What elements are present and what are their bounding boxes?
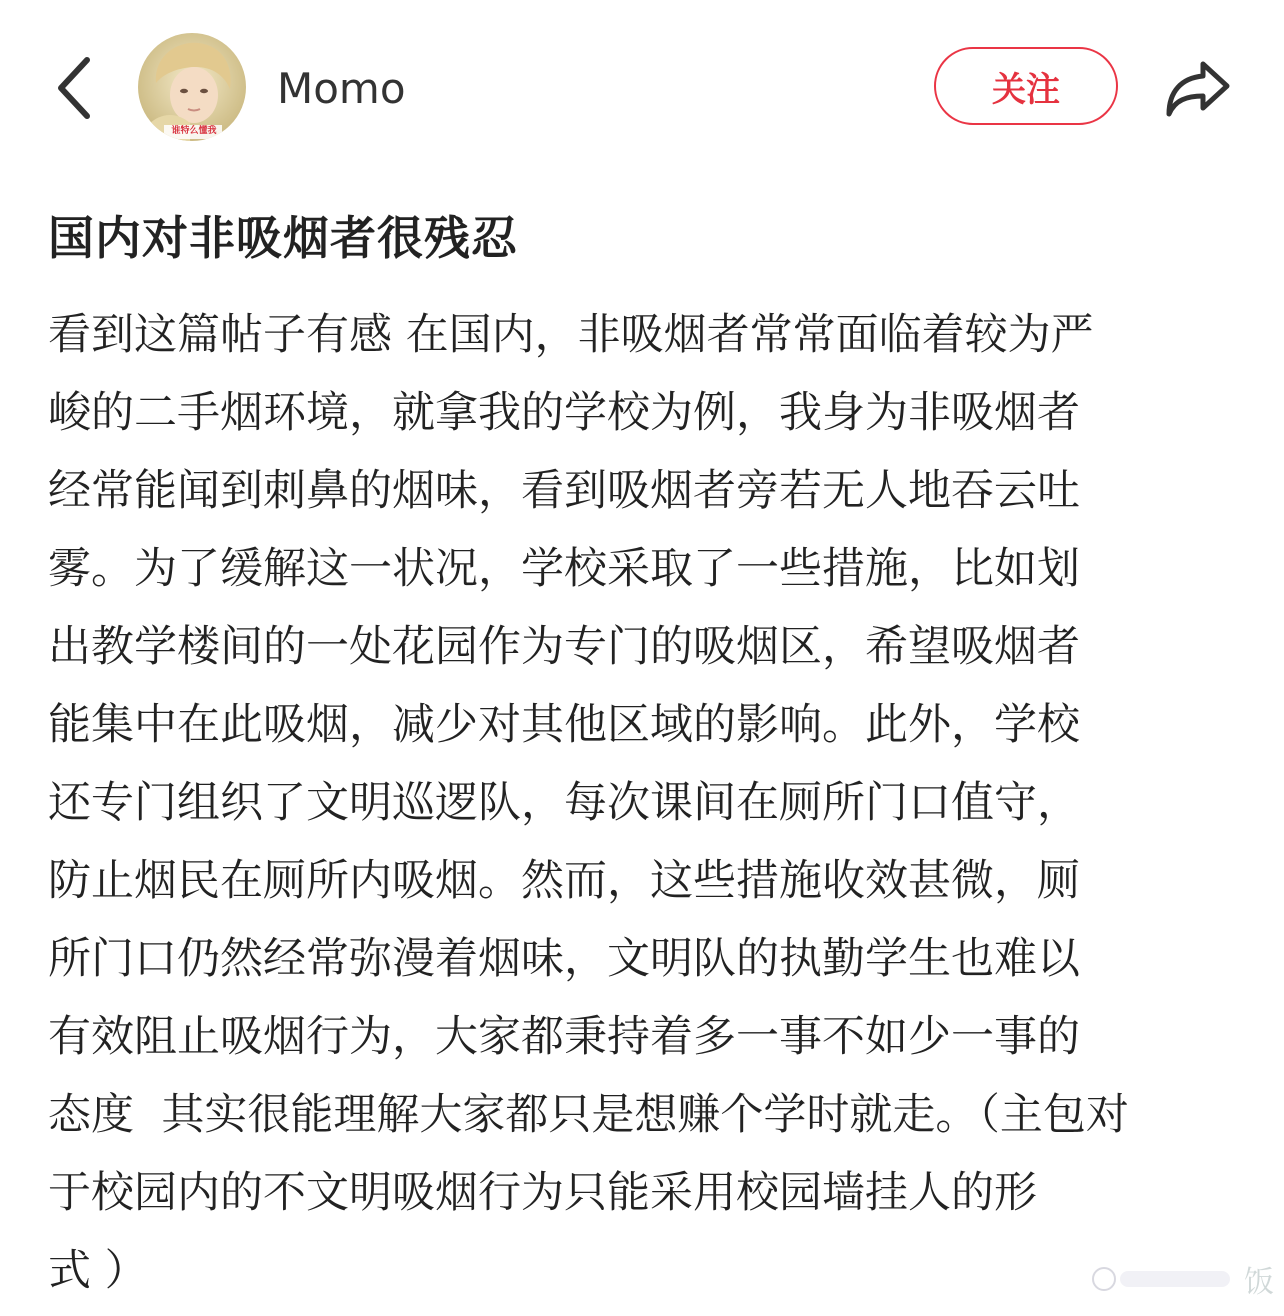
post-body-line: 式 ）: [48, 1246, 148, 1296]
share-arrow-icon: [1163, 58, 1233, 118]
post-body-line: 能集中在此吸烟，减少对其他区域的影响。此外，学校: [48, 700, 1080, 750]
post-body: [48, 296, 1243, 1310]
back-button[interactable]: [40, 48, 110, 128]
share-button[interactable]: [1158, 50, 1238, 126]
post-body-line: 经常能闻到刺鼻的烟味，看到吸烟者旁若无人地吞云吐: [48, 466, 1080, 516]
post-body-line: 峻的二手烟环境，就拿我的学校为例，我身为非吸烟者: [48, 388, 1080, 438]
post-body-line: 还专门组织了文明巡逻队，每次课间在厕所门口值守，: [48, 778, 1080, 828]
post-body-line: 出教学楼间的一处花园作为专门的吸烟区，希望吸烟者: [48, 622, 1080, 672]
chevron-left-icon: [55, 56, 95, 120]
top-bar: [0, 0, 1284, 180]
post-body-line: 于校园内的不文明吸烟行为只能采用校园墙挂人的形: [48, 1168, 1037, 1218]
avatar[interactable]: [138, 33, 246, 141]
avatar-caption: 谁特么懂我: [171, 126, 217, 136]
follow-button[interactable]: [934, 47, 1118, 125]
author-name[interactable]: Momo: [277, 64, 406, 113]
post-title: 国内对非吸烟者很残忍: [48, 211, 518, 265]
post-body-line: 态度 其实很能理解大家都只是想赚个学时就走。（主包对: [48, 1090, 1129, 1140]
watermark-logo-icon: [1090, 1259, 1240, 1299]
post-body-line: 看到这篇帖子有感 在国内，非吸烟者常常面临着较为严: [48, 310, 1094, 360]
post-body-line: 有效阻止吸烟行为，大家都秉持着多一事不如少一事的: [48, 1012, 1080, 1062]
post-body-line: 所门口仍然经常弥漫着烟味，文明队的执勤学生也难以: [48, 934, 1080, 984]
follow-button-label: 关注: [992, 69, 1060, 110]
watermark-text: 饭: [1244, 1265, 1274, 1300]
post-body-line: 雾。为了缓解这一状况，学校采取了一些措施，比如划: [48, 544, 1080, 594]
watermark: [1090, 1256, 1274, 1302]
post-body-line: 防止烟民在厕所内吸烟。然而，这些措施收效甚微，厕: [48, 856, 1080, 906]
